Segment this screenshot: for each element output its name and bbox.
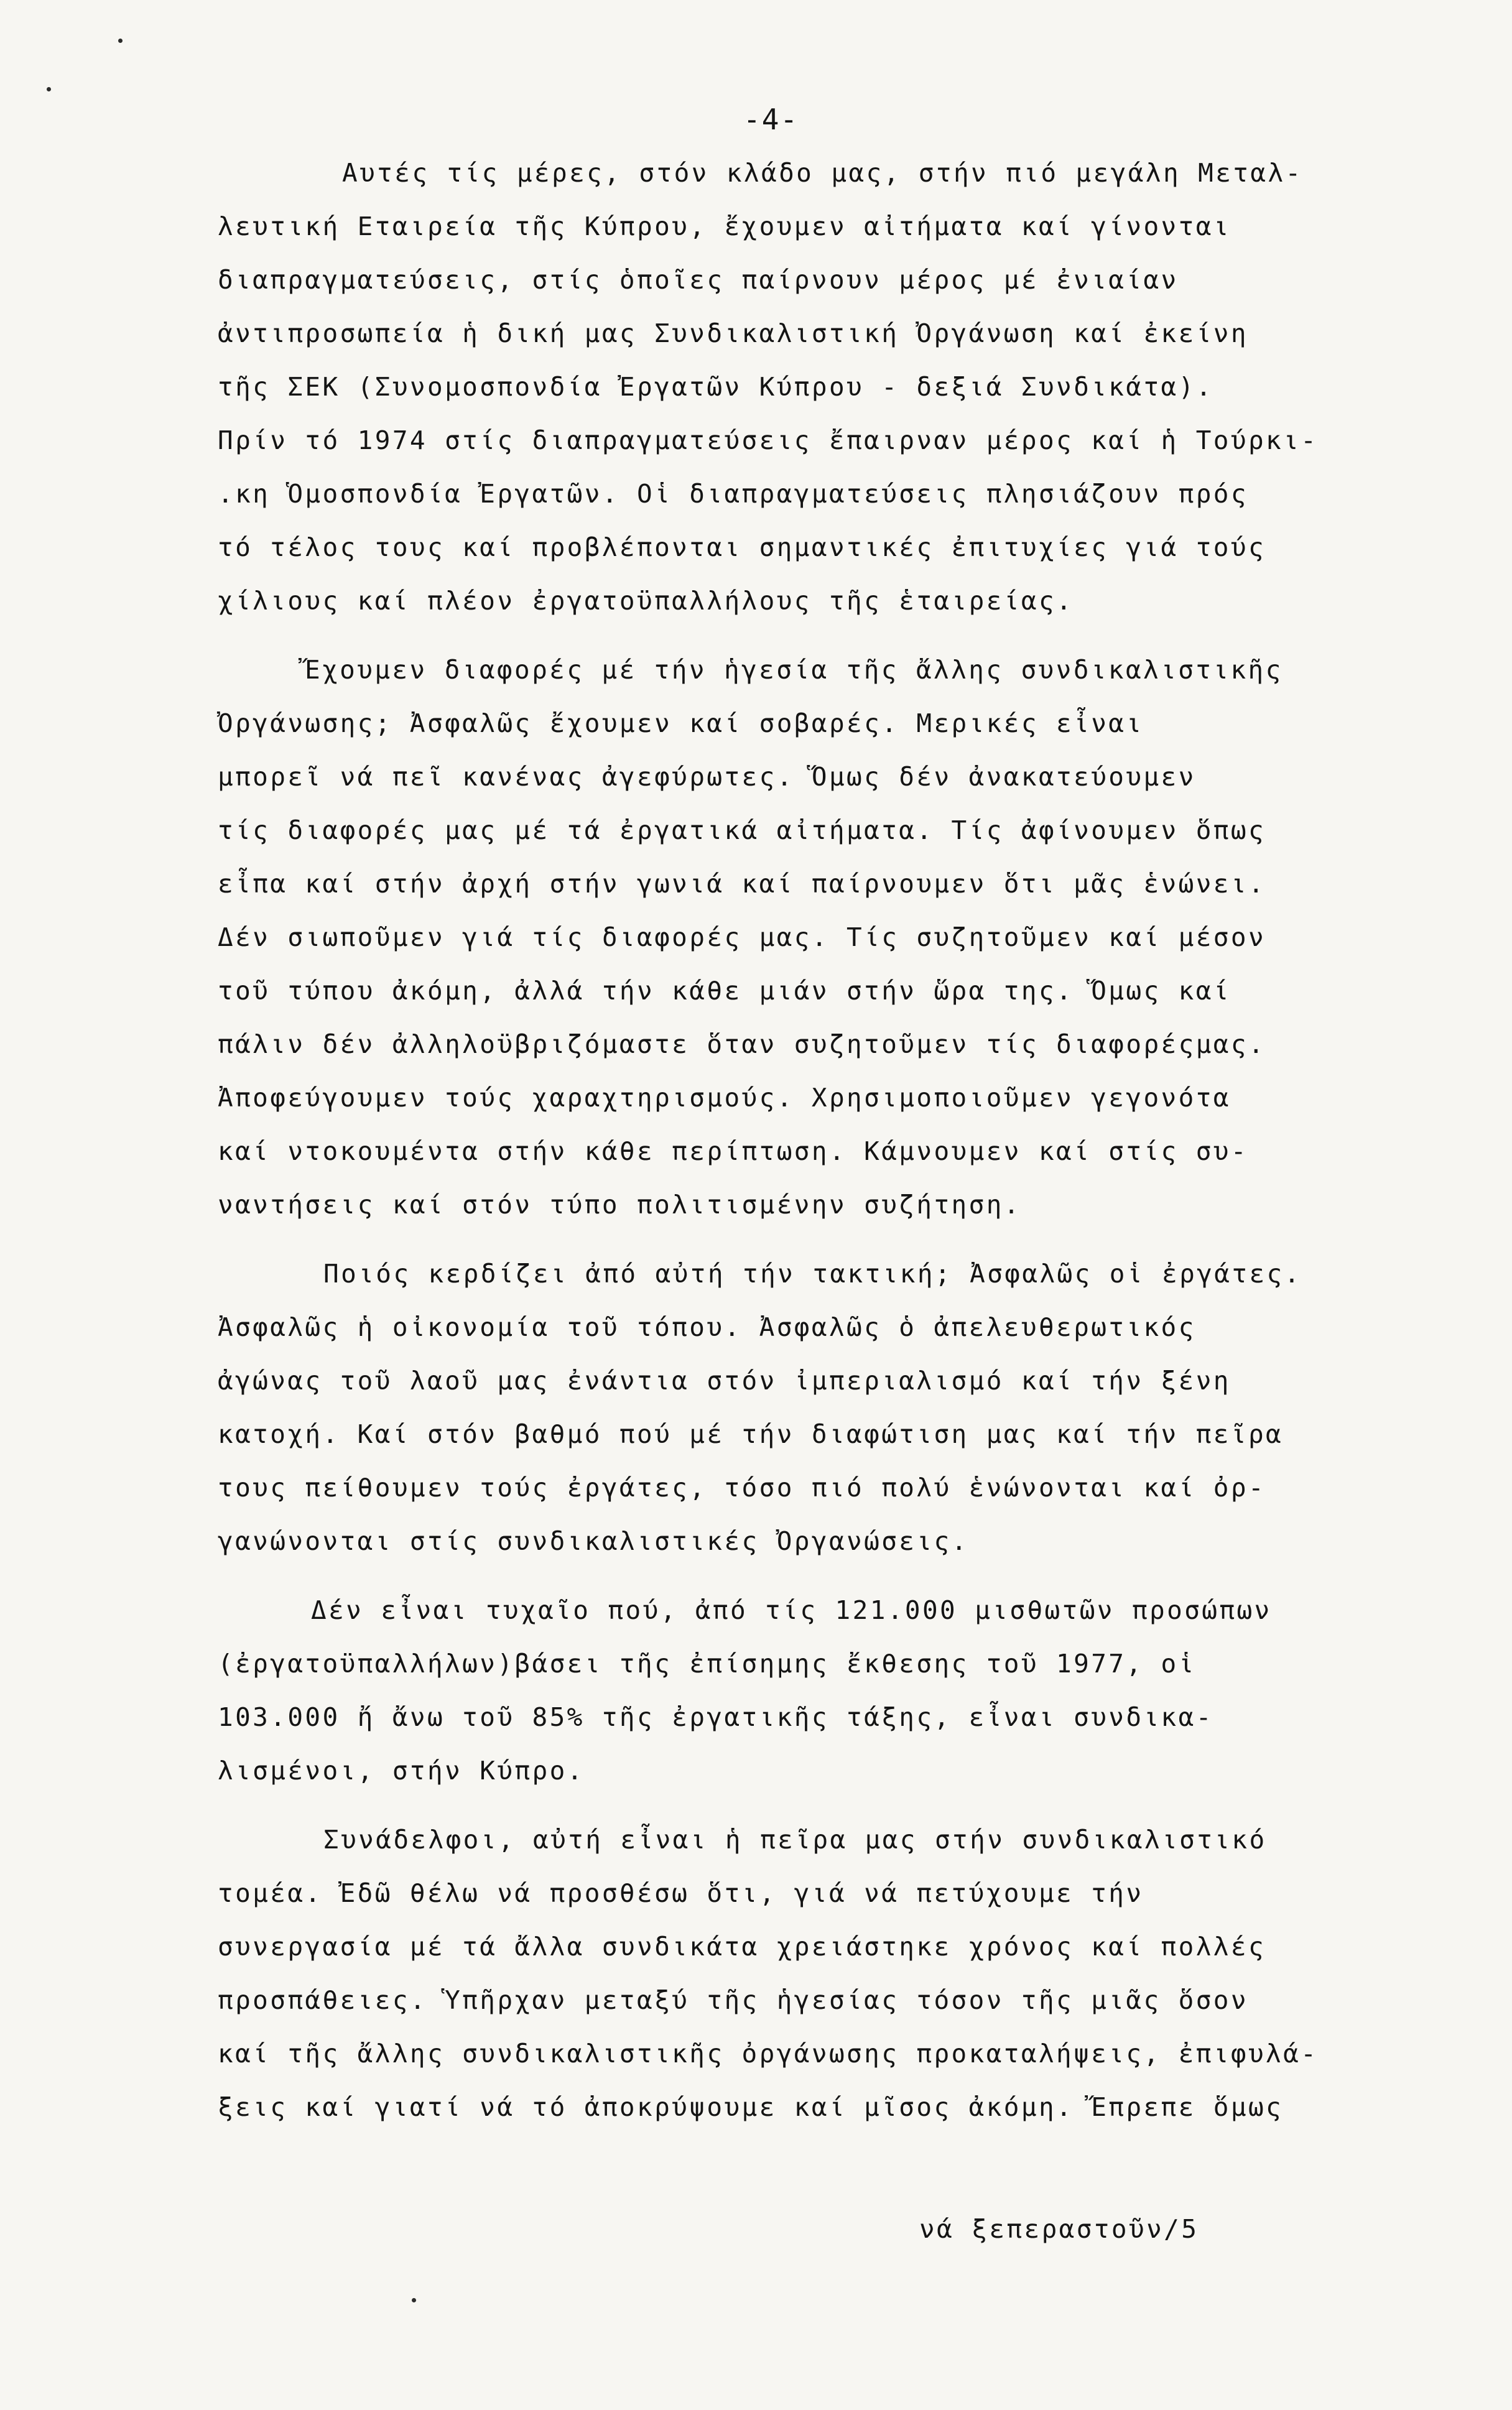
text-line: Ἀποφεύγουμεν τούς χαραχτηρισμούς. Χρησιμοποιοῦμεν γεγονότα [218,1083,1231,1113]
text-line: προσπάθειες. Ὑπῆρχαν μεταξύ τῆς ἡγεσίας τόσον τῆς μιᾶς ὅσον [218,1985,1248,2015]
text-line: Πρίν τό 1974 στίς διαπραγματεύσεις ἔπαιρναν μέρος καί ἡ Τούρκι- [218,425,1319,455]
text-line: συνεργασία μέ τά ἄλλα συνδικάτα χρειάστηκε χρόνος καί πολλές [218,1932,1266,1962]
paragraph-2 [218,643,1437,1231]
text-line: καί ντοκουμέντα στήν κάθε περίπτωση. Κάμνουμεν καί στίς συ- [218,1136,1248,1166]
text-line: Ὀργάνωσης; Ἀσφαλῶς ἔχουμεν καί σοβαρές. Μερικές εἶναι [218,708,1144,738]
text-line: Συνάδελφοι, αὐτή εἶναι ἡ πεῖρα μας στήν συνδικαλιστικό [323,1825,1267,1855]
text-line: λισμένοι, στήν Κύπρο. [218,1756,585,1786]
text-line: πάλιν δέν ἀλληλοϋβριζόμαστε ὅταν συζητοῦμεν τίς διαφορέςμας. [218,1029,1266,1059]
text-line: διαπραγματεύσεις, στίς ὁποῖες παίρνουν μέρος μέ ἐνιαίαν [218,265,1179,295]
margin-speck [412,2298,416,2302]
text-line: χίλιους καί πλέον ἐργατοϋπαλλήλους τῆς ἑταιρείας. [218,586,1074,616]
paragraph-5 [218,1813,1437,2134]
text-line: τίς διαφορές μας μέ τά ἐργατικά αἰτήματα. Τίς ἀφίνουμεν ὅπως [218,815,1266,845]
text-line: εἶπα καί στήν ἀρχή στήν γωνιά καί παίρνουμεν ὅτι μᾶς ἑνώνει. [218,869,1266,899]
text-line: Δέν εἶναι τυχαῖο πού, ἀπό τίς 121.000 μισθωτῶν προσώπων [311,1595,1272,1625]
continuation-footer: νά ξεπεραστοῦν/5 [919,2214,1199,2244]
text-line: Ἔχουμεν διαφορές μέ τήν ἡγεσία τῆς ἄλλης συνδικαλιστικῆς [305,655,1283,685]
text-line: καί τῆς ἄλλης συνδικαλιστικῆς ὀργάνωσης προκαταλήψεις, ἐπιφυλά- [218,2039,1319,2069]
text-line: Ἀσφαλῶς ἡ οἰκονομία τοῦ τόπου. Ἀσφαλῶς ὁ ἀπελευθερωτικός [218,1312,1196,1342]
paragraph-1 [218,146,1437,628]
text-line: Ποιός κερδίζει ἀπό αὐτή τήν τακτική; Ἀσφαλῶς οἱ ἐργάτες. [323,1259,1302,1289]
text-line: γανώνονται στίς συνδικαλιστικές Ὀργανώσεις. [218,1526,969,1556]
text-line: Δέν σιωποῦμεν γιά τίς διαφορές μας. Τίς συζητοῦμεν καί μέσον [218,922,1266,952]
text-line: ἀντιπροσωπεία ἡ δική μας Συνδικαλιστική Ὀργάνωση καί ἐκείνη [218,318,1248,348]
text-line: (ἐργατοϋπαλλήλων)βάσει τῆς ἐπίσημης ἔκθεσης τοῦ 1977, οἱ [218,1649,1196,1679]
paragraph-3 [218,1247,1437,1568]
text-line: ξεις καί γιατί νά τό ἀποκρύψουμε καί μῖσος ἀκόμη. Ἔπρεπε ὅμως [218,2092,1284,2122]
document-body [218,146,1437,2149]
text-line: κατοχή. Καί στόν βαθμό πού μέ τήν διαφώτιση μας καί τήν πεῖρα [218,1419,1284,1449]
page-number: -4- [743,103,799,136]
text-line: τῆς ΣΕΚ (Συνομοσπονδία Ἐργατῶν Κύπρου - δεξιά Συνδικάτα). [218,372,1213,402]
text-line: 103.000 ἤ ἄνω τοῦ 85% τῆς ἐργατικῆς τάξης, εἶναι συνδικα- [218,1702,1213,1732]
text-line: Αυτές τίς μέρες, στόν κλάδο μας, στήν πιό μεγάλη Μεταλ- [342,158,1303,188]
text-line: .κη Ὁμοσπονδία Ἐργατῶν. Οἱ διαπραγματεύσεις πλησιάζουν πρός [218,479,1248,509]
text-line: τους πείθουμεν τούς ἐργάτες, τόσο πιό πολύ ἑνώνονται καί ὀρ- [218,1473,1266,1503]
text-line: ναντήσεις καί στόν τύπο πολιτισμένην συζήτηση. [218,1190,1021,1220]
text-line: λευτική Εταιρεία τῆς Κύπρου, ἔχουμεν αἰτήματα καί γίνονται [218,211,1231,241]
text-line: τό τέλος τους καί προβλέπονται σημαντικές ἐπιτυχίες γιά τούς [218,532,1266,562]
paragraph-4 [218,1583,1437,1797]
margin-speck [47,87,51,91]
text-line: τοῦ τύπου ἀκόμη, ἀλλά τήν κάθε μιάν στήν ὥρα της. Ὅμως καί [218,976,1231,1006]
text-line: τομέα. Ἐδῶ θέλω νά προσθέσω ὅτι, γιά νά πετύχουμε τήν [218,1878,1144,1908]
text-line: μπορεῖ νά πεῖ κανένας ἀγεφύρωτες. Ὅμως δέν ἀνακατεύουμεν [218,762,1196,792]
text-line: ἀγώνας τοῦ λαοῦ μας ἐνάντια στόν ἰμπεριαλισμό καί τήν ξένη [218,1366,1231,1396]
margin-speck [118,39,123,43]
